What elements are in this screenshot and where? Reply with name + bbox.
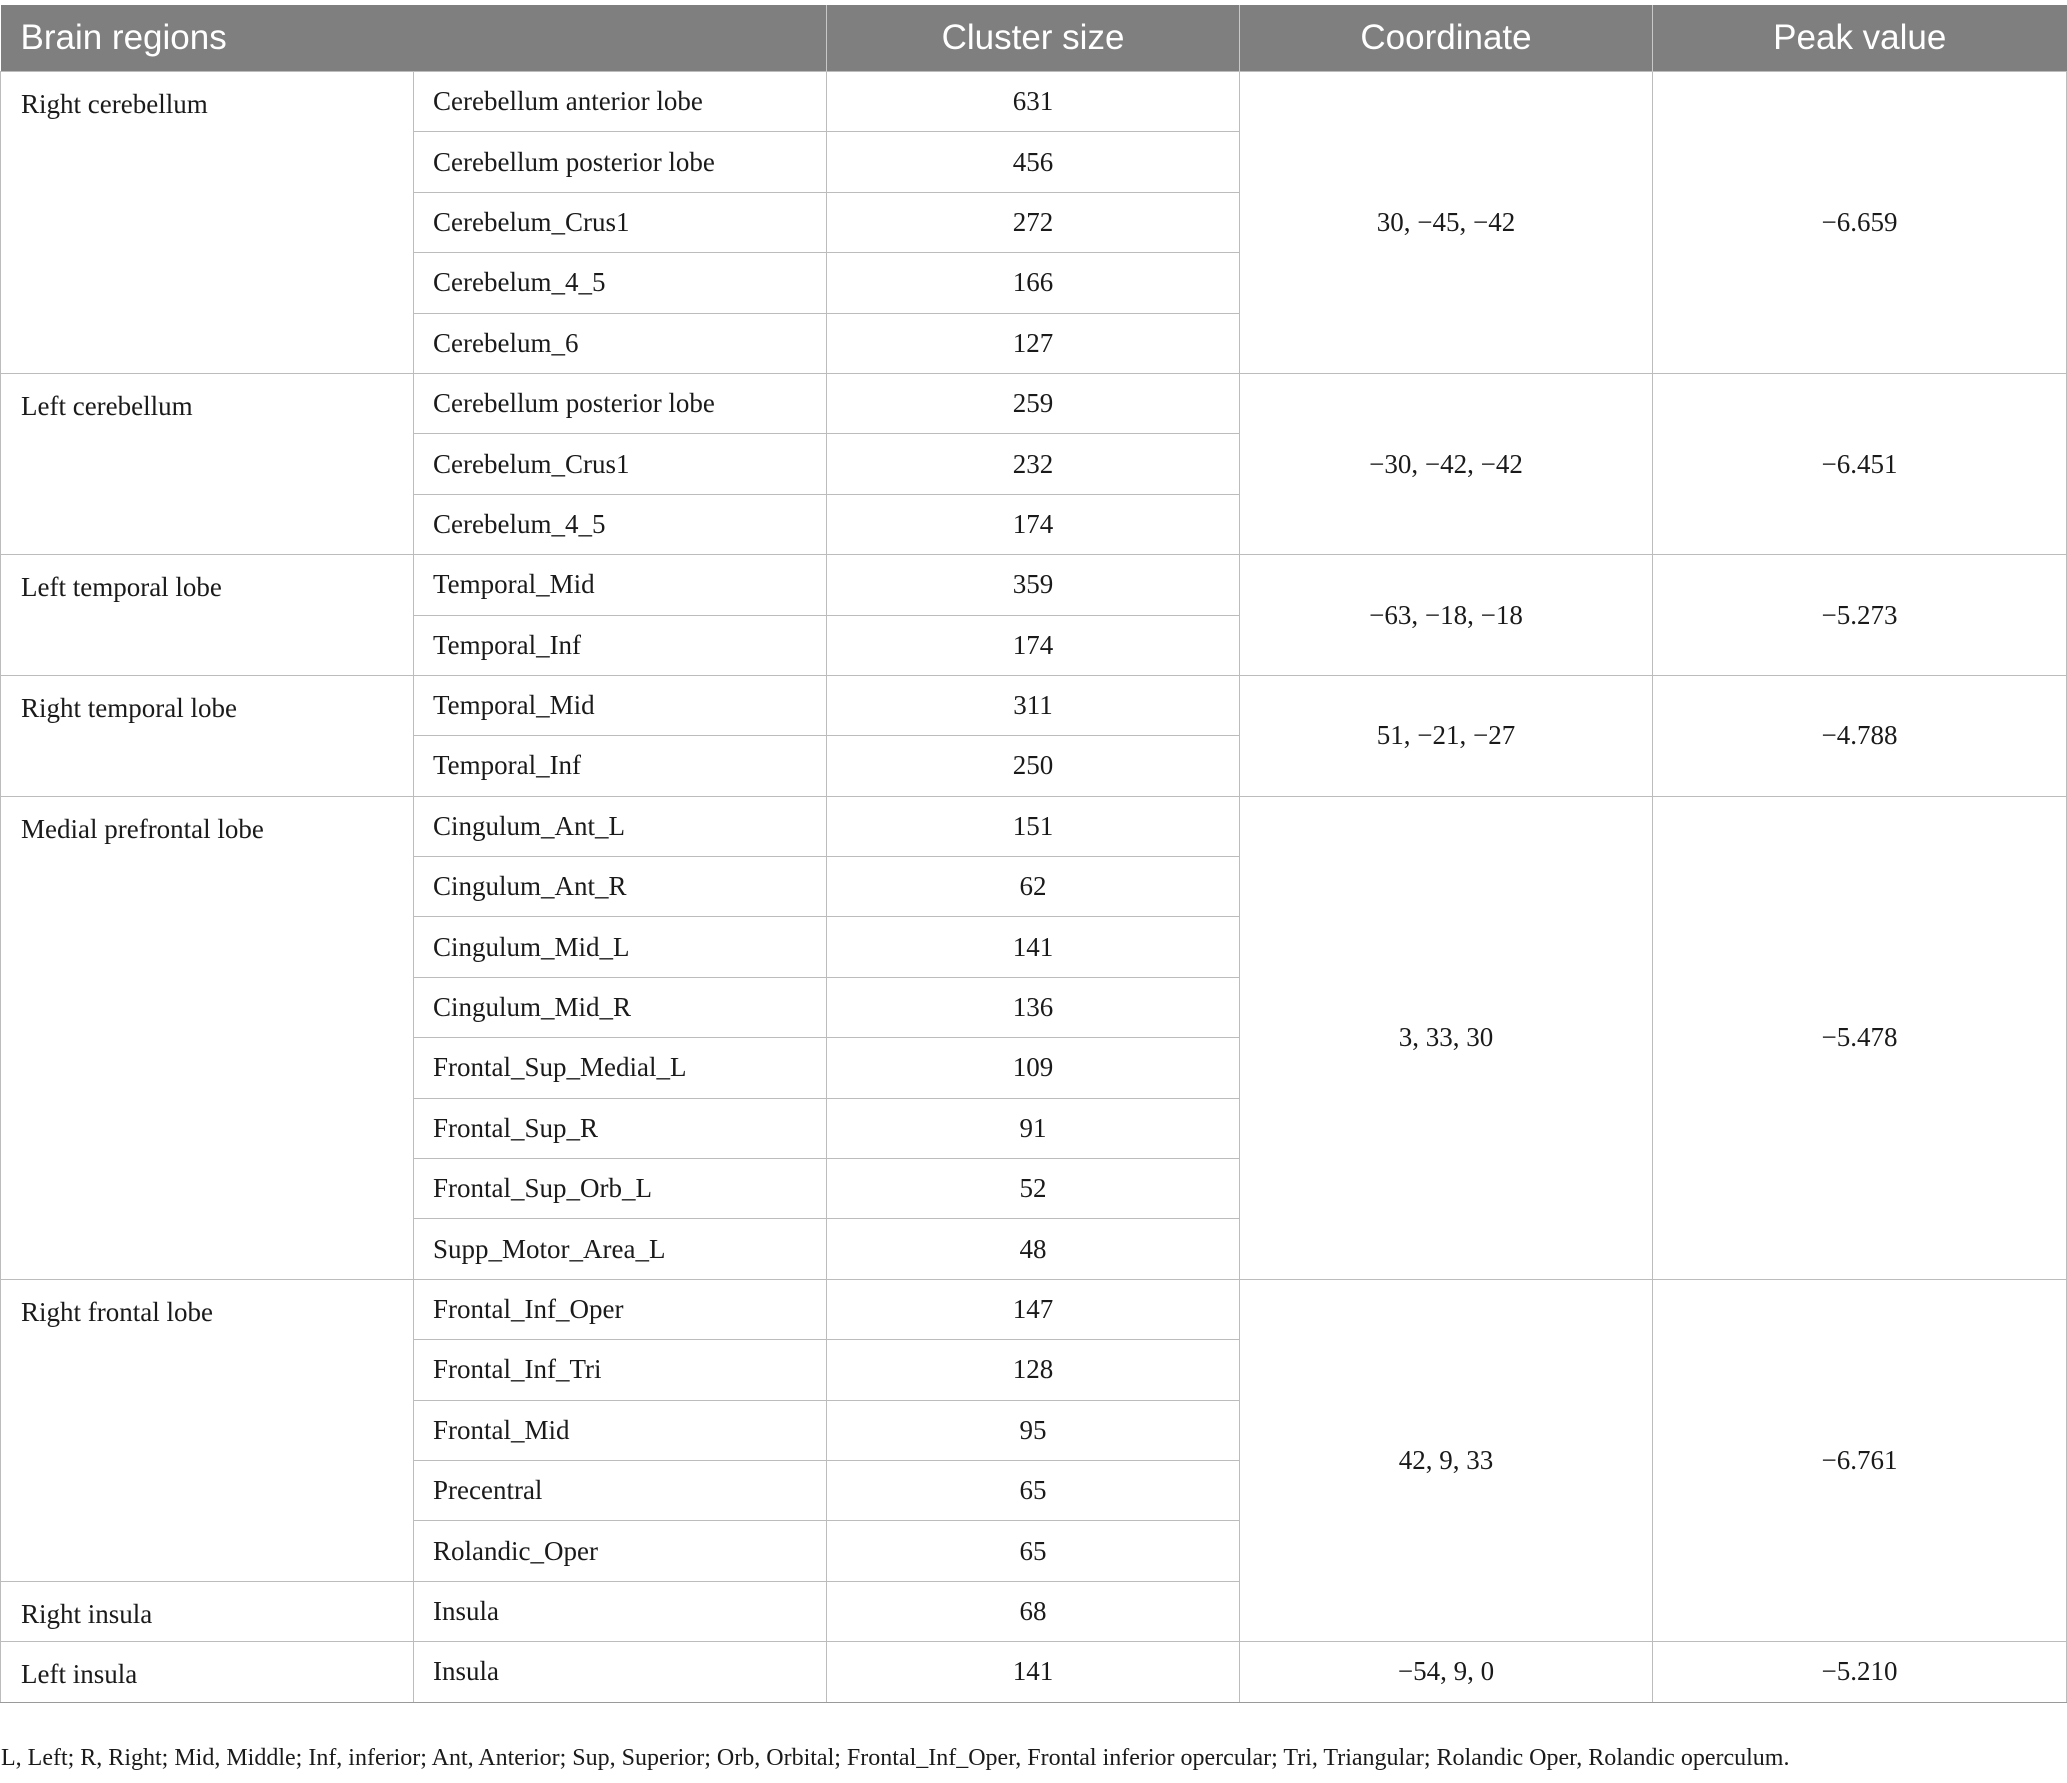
subregion-cell: Cerebelum_4_5 xyxy=(414,494,827,554)
cluster-size-cell: 456 xyxy=(827,132,1240,192)
region-cell: Right temporal lobe xyxy=(1,675,414,796)
cluster-size-cell: 631 xyxy=(827,72,1240,132)
peak-value-cell: −5.210 xyxy=(1653,1642,2067,1702)
coordinate-cell: −54, 9, 0 xyxy=(1240,1642,1653,1702)
subregion-cell: Temporal_Mid xyxy=(414,555,827,615)
subregion-cell: Cingulum_Mid_R xyxy=(414,977,827,1037)
table-row xyxy=(1,675,2067,735)
header-peak-value: Peak value xyxy=(1653,5,2067,72)
brain-regions-table xyxy=(0,5,2067,1703)
peak-value-cell: −6.659 xyxy=(1653,72,2067,374)
cluster-size-cell: 250 xyxy=(827,736,1240,796)
subregion-cell: Cerebellum posterior lobe xyxy=(414,373,827,433)
coordinate-cell: 51, −21, −27 xyxy=(1240,675,1653,796)
coordinate-cell: 42, 9, 33 xyxy=(1240,1279,1653,1641)
peak-value-cell: −5.273 xyxy=(1653,555,2067,676)
table-row xyxy=(1,72,2067,132)
region-cell: Left insula xyxy=(1,1642,414,1702)
subregion-cell: Cerebelum_4_5 xyxy=(414,253,827,313)
cluster-size-cell: 48 xyxy=(827,1219,1240,1279)
subregion-cell: Insula xyxy=(414,1581,827,1641)
cluster-size-cell: 95 xyxy=(827,1400,1240,1460)
cluster-size-cell: 232 xyxy=(827,434,1240,494)
subregion-cell: Cerebelum_Crus1 xyxy=(414,434,827,494)
cluster-size-cell: 68 xyxy=(827,1581,1240,1641)
table-row xyxy=(1,796,2067,856)
cluster-size-cell: 311 xyxy=(827,675,1240,735)
cluster-size-cell: 65 xyxy=(827,1521,1240,1581)
region-cell: Medial prefrontal lobe xyxy=(1,796,414,1279)
header-brain-regions: Brain regions xyxy=(1,5,827,72)
subregion-cell: Temporal_Inf xyxy=(414,736,827,796)
region-cell: Left cerebellum xyxy=(1,373,414,554)
region-cell: Right cerebellum xyxy=(1,72,414,374)
cluster-size-cell: 109 xyxy=(827,1038,1240,1098)
subregion-cell: Frontal_Sup_R xyxy=(414,1098,827,1158)
subregion-cell: Cerebellum posterior lobe xyxy=(414,132,827,192)
subregion-cell: Cingulum_Ant_L xyxy=(414,796,827,856)
cluster-size-cell: 141 xyxy=(827,917,1240,977)
cluster-size-cell: 91 xyxy=(827,1098,1240,1158)
header-cluster-size: Cluster size xyxy=(827,5,1240,72)
peak-value-cell: −5.478 xyxy=(1653,796,2067,1279)
header-coordinate: Coordinate xyxy=(1240,5,1653,72)
peak-value-cell: −6.761 xyxy=(1653,1279,2067,1641)
table-row xyxy=(1,373,2067,433)
cluster-size-cell: 127 xyxy=(827,313,1240,373)
subregion-cell: Cerebellum anterior lobe xyxy=(414,72,827,132)
cluster-size-cell: 141 xyxy=(827,1642,1240,1702)
cluster-size-cell: 359 xyxy=(827,555,1240,615)
subregion-cell: Supp_Motor_Area_L xyxy=(414,1219,827,1279)
subregion-cell: Frontal_Sup_Orb_L xyxy=(414,1159,827,1219)
cluster-size-cell: 166 xyxy=(827,253,1240,313)
subregion-cell: Temporal_Mid xyxy=(414,675,827,735)
cluster-size-cell: 65 xyxy=(827,1460,1240,1520)
subregion-cell: Cerebelum_Crus1 xyxy=(414,192,827,252)
coordinate-cell: −30, −42, −42 xyxy=(1240,373,1653,554)
subregion-cell: Frontal_Inf_Tri xyxy=(414,1340,827,1400)
coordinate-cell: 30, −45, −42 xyxy=(1240,72,1653,374)
subregion-cell: Temporal_Inf xyxy=(414,615,827,675)
peak-value-cell: −4.788 xyxy=(1653,675,2067,796)
cluster-size-cell: 151 xyxy=(827,796,1240,856)
subregion-cell: Rolandic_Oper xyxy=(414,1521,827,1581)
subregion-cell: Frontal_Mid xyxy=(414,1400,827,1460)
subregion-cell: Frontal_Inf_Oper xyxy=(414,1279,827,1339)
cluster-size-cell: 52 xyxy=(827,1159,1240,1219)
cluster-size-cell: 174 xyxy=(827,494,1240,554)
coordinate-cell: 3, 33, 30 xyxy=(1240,796,1653,1279)
region-cell: Left temporal lobe xyxy=(1,555,414,676)
peak-value-cell: −6.451 xyxy=(1653,373,2067,554)
coordinate-cell: −63, −18, −18 xyxy=(1240,555,1653,676)
subregion-cell: Insula xyxy=(414,1642,827,1702)
cluster-size-cell: 147 xyxy=(827,1279,1240,1339)
table-row xyxy=(1,1279,2067,1339)
cluster-size-cell: 136 xyxy=(827,977,1240,1037)
subregion-cell: Cingulum_Ant_R xyxy=(414,857,827,917)
region-cell: Right frontal lobe xyxy=(1,1279,414,1581)
cluster-size-cell: 62 xyxy=(827,857,1240,917)
table-row xyxy=(1,555,2067,615)
cluster-size-cell: 174 xyxy=(827,615,1240,675)
cluster-size-cell: 272 xyxy=(827,192,1240,252)
table-footnote: L, Left; R, Right; Mid, Middle; Inf, inferior; Ant, Anterior; Sup, Superior; Orb, Orbital; Frontal_Inf_Oper, Frontal inferior opercular; Tri, Triangular; Rolandic Oper, Rolandic operculum. xyxy=(1,1745,1790,1771)
cluster-size-cell: 259 xyxy=(827,373,1240,433)
subregion-cell: Precentral xyxy=(414,1460,827,1520)
subregion-cell: Cerebelum_6 xyxy=(414,313,827,373)
cluster-size-cell: 128 xyxy=(827,1340,1240,1400)
subregion-cell: Frontal_Sup_Medial_L xyxy=(414,1038,827,1098)
region-cell: Right insula xyxy=(1,1581,414,1641)
header-row xyxy=(1,5,2067,72)
subregion-cell: Cingulum_Mid_L xyxy=(414,917,827,977)
table-body xyxy=(1,72,2067,1703)
results-table-container xyxy=(0,5,2066,1703)
table-row xyxy=(1,1642,2067,1702)
